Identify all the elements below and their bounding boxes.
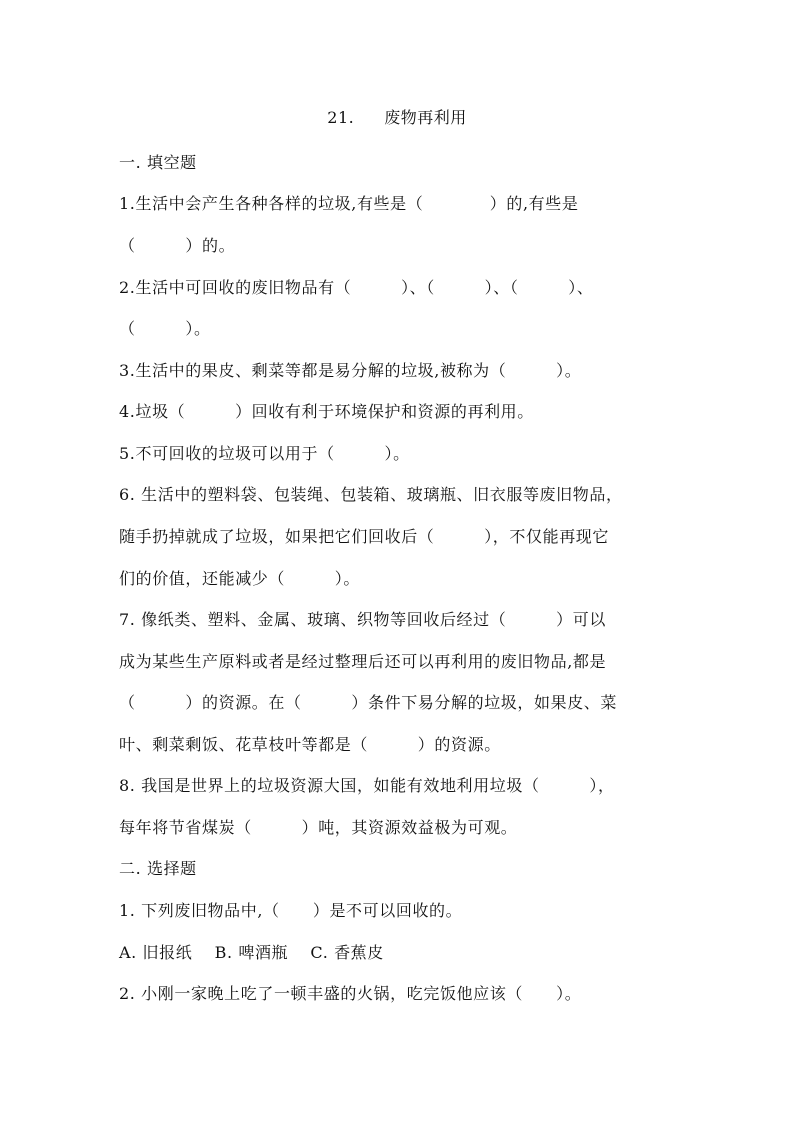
question-line: 4.垃圾（ ）回收有利于环境保护和资源的再利用。 <box>119 402 534 421</box>
question-line: 2. 小刚一家晚上吃了一顿丰盛的火锅，吃完饭他应该（ ）。 <box>119 984 582 1003</box>
question-line: 每年将节省煤炭（ ）吨，其资源效益极为可观。 <box>119 818 518 837</box>
section-heading-multiple-choice: 二. 选择题 <box>119 859 197 878</box>
question-line: 6. 生活中的塑料袋、包装绳、包装箱、玻璃瓶、旧衣服等废旧物品， <box>119 485 623 504</box>
title-text: 废物再利用 <box>384 108 467 127</box>
section-heading-fill-blank: 一. 填空题 <box>119 153 197 172</box>
title-number: 21. <box>327 108 355 127</box>
question-line: 1.生活中会产生各种各样的垃圾,有些是（ ）的,有些是 <box>119 194 579 213</box>
question-line: （ ）的资源。在（ ）条件下易分解的垃圾，如果皮、菜 <box>119 693 618 712</box>
question-line: （ ）的。 <box>119 236 236 255</box>
question-line: 们的价值，还能减少（ ）。 <box>119 569 361 588</box>
question-line: 成为某些生产原料或者是经过整理后还可以再利用的废旧物品,都是 <box>119 652 607 671</box>
question-line: 3.生活中的果皮、剩菜等都是易分解的垃圾,被称为（ ）。 <box>119 361 582 380</box>
question-line: （ ）。 <box>119 319 211 338</box>
page-title <box>0 105 794 128</box>
question-line: 7. 像纸类、塑料、金属、玻璃、织物等回收后经过（ ）可以 <box>119 610 606 629</box>
question-line: 5.不可回收的垃圾可以用于（ ）。 <box>119 444 410 463</box>
question-line: 1. 下列废旧物品中,（ ）是不可以回收的。 <box>119 901 463 920</box>
question-line: 叶、剩菜剩饭、花草枝叶等都是（ ）的资源。 <box>119 735 501 754</box>
answer-options: A. 旧报纸 B. 啤酒瓶 C. 香蕉皮 <box>119 943 384 962</box>
question-line: 随手扔掉就成了垃圾，如果把它们回收后（ ），不仅能再现它 <box>119 527 610 546</box>
question-line: 2.生活中可回收的废旧物品有（ ）、（ ）、（ ）、 <box>119 278 594 297</box>
question-line: 8. 我国是世界上的垃圾资源大国，如能有效地利用垃圾（ ）， <box>119 776 615 795</box>
